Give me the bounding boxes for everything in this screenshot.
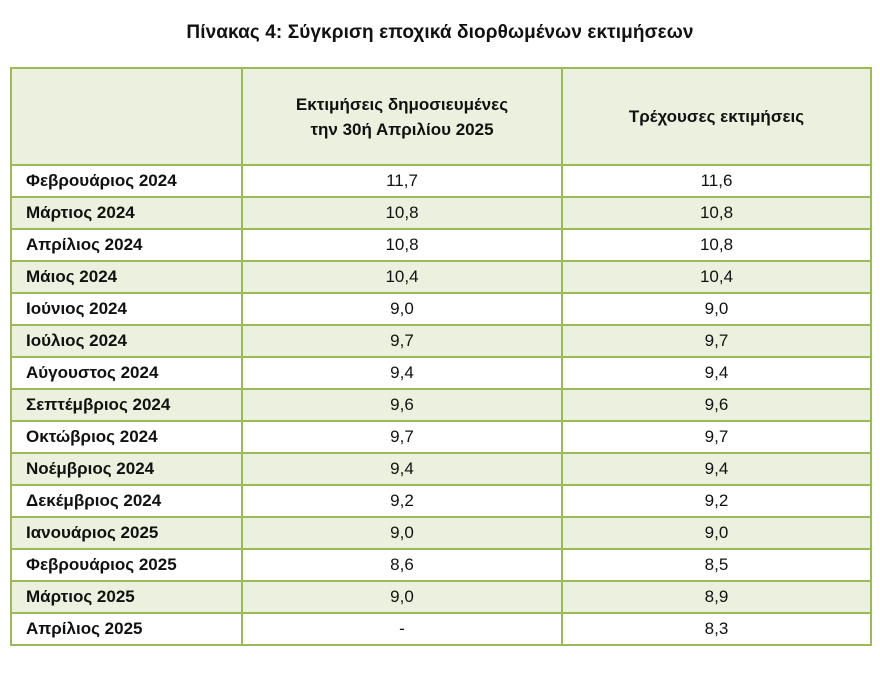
header-current: Τρέχουσες εκτιμήσεις [562,68,871,165]
table-row [11,389,871,421]
row-month-cell: Φεβρουάριος 2025 [11,549,242,581]
table-row [11,293,871,325]
row-published-cell: 10,8 [242,197,562,229]
row-published-cell: 9,6 [242,389,562,421]
row-published-cell: 9,0 [242,581,562,613]
row-month-cell: Μάιος 2024 [11,261,242,293]
table-row [11,453,871,485]
row-published-cell: 9,2 [242,485,562,517]
row-published-cell: 10,4 [242,261,562,293]
row-month-cell: Απρίλιος 2024 [11,229,242,261]
row-published-cell: 9,0 [242,517,562,549]
row-current-cell: 9,2 [562,485,871,517]
table-body [11,165,871,645]
header-published-line1: Εκτιμήσεις δημοσιευμένες [295,94,509,114]
row-current-cell: 8,3 [562,613,871,645]
row-month-cell: Μάρτιος 2025 [11,581,242,613]
header-row [11,68,871,165]
table-row [11,197,871,229]
row-current-cell: 9,4 [562,453,871,485]
row-published-cell: 9,4 [242,453,562,485]
row-published-cell: 9,4 [242,357,562,389]
table-row [11,325,871,357]
row-published-cell: 9,7 [242,325,562,357]
row-current-cell: 9,7 [562,325,871,357]
table-row [11,549,871,581]
row-month-cell: Οκτώβριος 2024 [11,421,242,453]
row-current-cell: 8,5 [562,549,871,581]
row-month-cell: Ιανουάριος 2025 [11,517,242,549]
table-row [11,581,871,613]
header-month [11,68,242,165]
row-published-cell: 8,6 [242,549,562,581]
header-published-line2: την 30ή Απριλίου 2025 [310,119,494,139]
table-title: Πίνακας 4: Σύγκριση εποχικά διορθωμένων εκτιμήσεων [186,22,694,43]
table-row [11,357,871,389]
row-month-cell: Δεκέμβριος 2024 [11,485,242,517]
row-current-cell: 10,4 [562,261,871,293]
row-month-cell: Ιούνιος 2024 [11,293,242,325]
row-published-cell: 9,0 [242,293,562,325]
row-current-cell: 10,8 [562,197,871,229]
row-month-cell: Φεβρουάριος 2024 [11,165,242,197]
row-month-cell: Ιούλιος 2024 [11,325,242,357]
table-row [11,229,871,261]
row-published-cell: 11,7 [242,165,562,197]
row-published-cell: 10,8 [242,229,562,261]
row-current-cell: 10,8 [562,229,871,261]
row-published-cell: - [242,613,562,645]
table-row [11,485,871,517]
estimates-table [10,67,872,646]
row-current-cell: 9,7 [562,421,871,453]
row-month-cell: Απρίλιος 2025 [11,613,242,645]
row-month-cell: Μάρτιος 2024 [11,197,242,229]
row-published-cell: 9,7 [242,421,562,453]
table-row [11,165,871,197]
row-current-cell: 9,6 [562,389,871,421]
row-current-cell: 11,6 [562,165,871,197]
table-row [11,421,871,453]
row-current-cell: 9,0 [562,293,871,325]
row-month-cell: Σεπτέμβριος 2024 [11,389,242,421]
row-month-cell: Νοέμβριος 2024 [11,453,242,485]
row-month-cell: Αύγουστος 2024 [11,357,242,389]
table-row [11,613,871,645]
row-current-cell: 8,9 [562,581,871,613]
table-row [11,261,871,293]
header-published [242,68,562,165]
row-current-cell: 9,0 [562,517,871,549]
row-current-cell: 9,4 [562,357,871,389]
table-row [11,517,871,549]
